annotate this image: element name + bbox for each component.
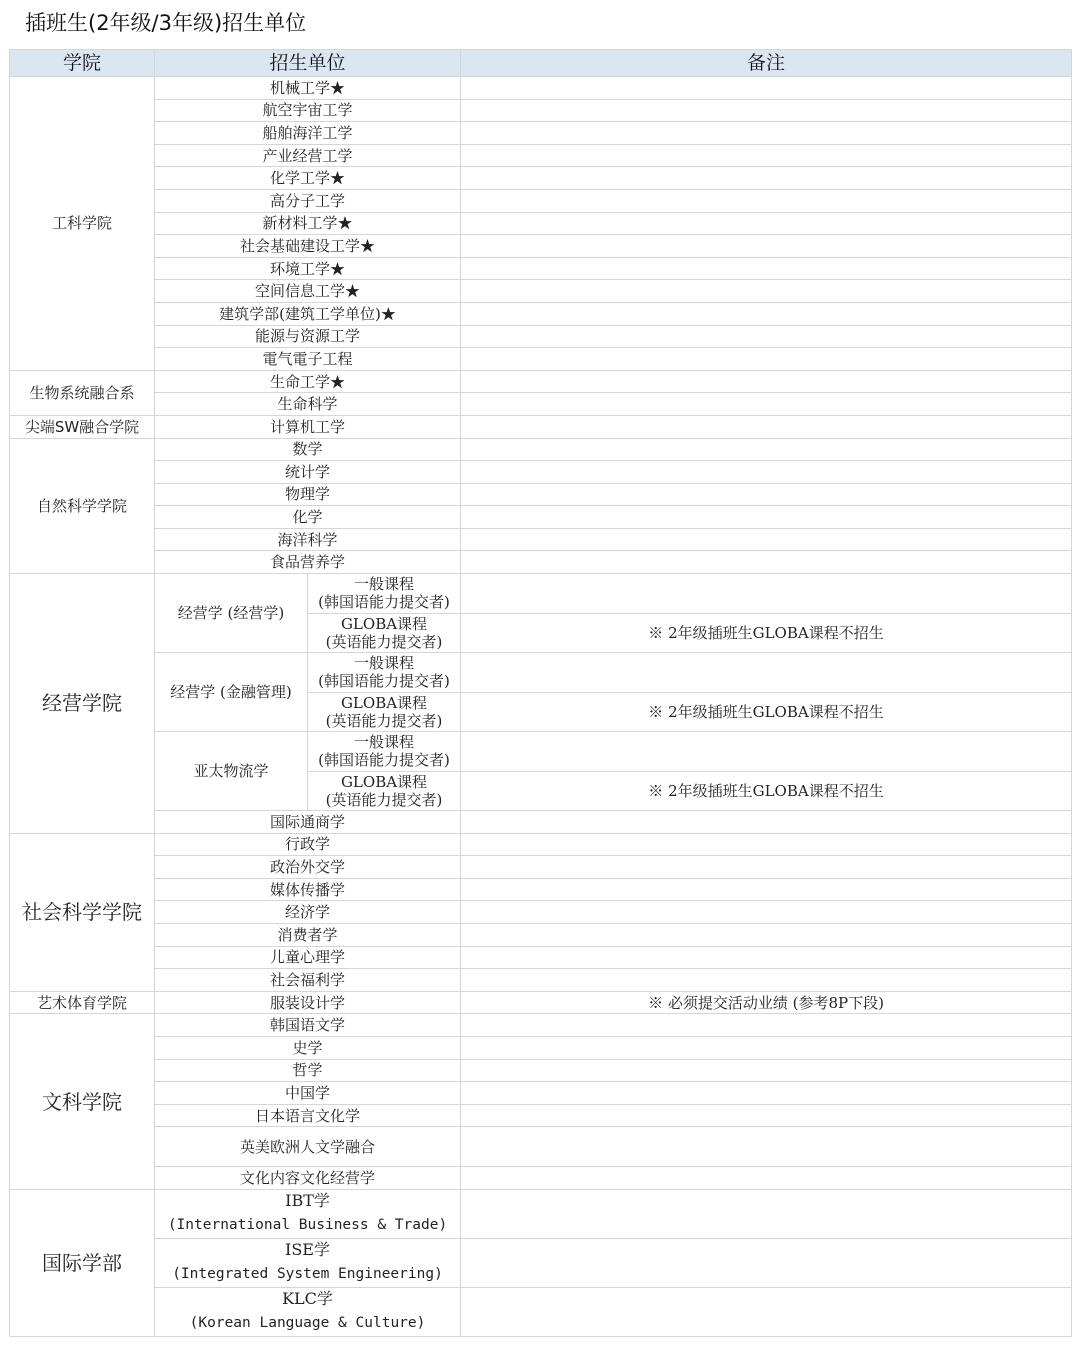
- header-unit: 招生单位: [155, 50, 461, 77]
- table-row: [10, 574, 1072, 614]
- note-cell: [461, 348, 1072, 371]
- admission-table: [9, 49, 1072, 1337]
- unit-cell: 机械工学★: [155, 77, 461, 100]
- note-cell: [461, 122, 1072, 145]
- unit-cell: 哲学: [155, 1059, 461, 1082]
- track-label: 一般课程: [354, 654, 415, 673]
- table-row: [10, 1104, 1072, 1127]
- note-cell: [461, 1167, 1072, 1190]
- table-row: [10, 1287, 1072, 1336]
- table-row: [10, 551, 1072, 574]
- note-cell: [461, 483, 1072, 506]
- header-note: 备注: [461, 50, 1072, 77]
- note-cell: [461, 878, 1072, 901]
- header-college: 学院: [10, 50, 155, 77]
- college-sw: 尖端SW融合学院: [10, 415, 155, 438]
- major-cell: 亚太物流学: [155, 732, 308, 811]
- note-cell: [461, 1189, 1072, 1238]
- unit-cell: 社会福利学: [155, 969, 461, 992]
- track-label: GLOBA课程: [340, 772, 428, 791]
- unit-cell: 新材料工学★: [155, 212, 461, 235]
- unit-cell: 食品营养学: [155, 551, 461, 574]
- unit-cell: 数学: [155, 438, 461, 461]
- unit-cell: 行政学: [155, 833, 461, 856]
- table-row: [10, 393, 1072, 416]
- college-international: 国际学部: [10, 1189, 155, 1336]
- note-cell: [461, 99, 1072, 122]
- college-science: 自然科学学院: [10, 438, 155, 574]
- unit-cell: 政治外交学: [155, 856, 461, 879]
- note-cell: [461, 653, 1072, 693]
- table-row: [10, 732, 1072, 772]
- table-row: [10, 144, 1072, 167]
- track-general: [308, 574, 461, 614]
- unit-cell: 建筑学部(建筑工学单位)★: [155, 302, 461, 325]
- track-globa: [308, 613, 461, 653]
- intl-unit-cell: [155, 1189, 461, 1238]
- unit-cell: 产业经营工学: [155, 144, 461, 167]
- table-row: [10, 167, 1072, 190]
- unit-cell: 船舶海洋工学: [155, 122, 461, 145]
- table-row: [10, 280, 1072, 303]
- table-row: [10, 415, 1072, 438]
- table-row: [10, 856, 1072, 879]
- note-cell: [461, 325, 1072, 348]
- note-cell: [461, 1104, 1072, 1127]
- page-title: 插班生(2年级/3年级)招生单位: [25, 11, 307, 35]
- table-row: [10, 506, 1072, 529]
- table-row: [10, 811, 1072, 834]
- track-sub: (韩国语能力提交者): [318, 672, 450, 691]
- note-cell: [461, 1037, 1072, 1060]
- note-cell: [461, 856, 1072, 879]
- unit-cell: 電气電子工程: [155, 348, 461, 371]
- intl-unit-english: (International Business & Trade): [167, 1216, 448, 1233]
- intl-unit-name: KLC学: [282, 1288, 333, 1308]
- note-cell: [461, 280, 1072, 303]
- unit-cell: 中国学: [155, 1082, 461, 1105]
- table-row: [10, 302, 1072, 325]
- unit-cell: 英美欧洲人文学融合: [155, 1127, 461, 1167]
- note-cell: [461, 969, 1072, 992]
- unit-cell: 物理学: [155, 483, 461, 506]
- table-row: [10, 969, 1072, 992]
- unit-cell: 海洋科学: [155, 528, 461, 551]
- unit-cell: 文化内容文化经营学: [155, 1167, 461, 1190]
- table-row: [10, 325, 1072, 348]
- note-cell: [461, 506, 1072, 529]
- track-globa: [308, 692, 461, 732]
- unit-cell: 计算机工学: [155, 415, 461, 438]
- track-sub: (韩国语能力提交者): [318, 593, 450, 612]
- table-row: [10, 235, 1072, 258]
- note-cell: [461, 302, 1072, 325]
- table-row: [10, 1082, 1072, 1105]
- note-cell: [461, 393, 1072, 416]
- track-general: [308, 732, 461, 772]
- track-sub: (英语能力提交者): [325, 711, 443, 730]
- note-cell: [461, 924, 1072, 947]
- college-business: 经营学院: [10, 574, 155, 834]
- note-cell: [461, 461, 1072, 484]
- table-row: [10, 653, 1072, 693]
- intl-unit-english: (Integrated System Engineering): [172, 1265, 443, 1282]
- table-row: [10, 878, 1072, 901]
- table-row: [10, 370, 1072, 393]
- track-sub: (英语能力提交者): [325, 632, 443, 651]
- table-row: [10, 438, 1072, 461]
- intl-unit-name: ISE学: [285, 1239, 330, 1259]
- note-cell: [461, 235, 1072, 258]
- track-label: 一般课程: [354, 733, 415, 752]
- college-engineering: 工科学院: [10, 77, 155, 371]
- unit-cell: 生命工学★: [155, 370, 461, 393]
- note-cell: [461, 257, 1072, 280]
- college-humanities: 文科学院: [10, 1014, 155, 1190]
- unit-cell: 环境工学★: [155, 257, 461, 280]
- note-cell: [461, 811, 1072, 834]
- note-cell: ※ 必须提交活动业绩 (参考8P下段): [461, 991, 1072, 1014]
- unit-cell: 空间信息工学★: [155, 280, 461, 303]
- note-cell: ※ 2年级插班生GLOBA课程不招生: [461, 692, 1072, 732]
- note-cell: [461, 1082, 1072, 1105]
- table-row: [10, 189, 1072, 212]
- note-cell: [461, 144, 1072, 167]
- unit-cell: 经济学: [155, 901, 461, 924]
- major-cell: 经营学 (金融管理): [155, 653, 308, 732]
- table-header-row: [10, 50, 1072, 77]
- intl-unit-english: (Korean Language & Culture): [189, 1314, 426, 1331]
- note-cell: [461, 212, 1072, 235]
- note-cell: [461, 946, 1072, 969]
- table-row: [10, 1189, 1072, 1238]
- table-row: [10, 99, 1072, 122]
- unit-cell: 能源与资源工学: [155, 325, 461, 348]
- note-cell: [461, 1059, 1072, 1082]
- track-sub: (韩国语能力提交者): [318, 751, 450, 770]
- table-row: [10, 1037, 1072, 1060]
- unit-cell: 服装设计学: [155, 991, 461, 1014]
- unit-cell: 日本语言文化学: [155, 1104, 461, 1127]
- major-cell: 经营学 (经营学): [155, 574, 308, 653]
- table-row: [10, 212, 1072, 235]
- table-row: [10, 1127, 1072, 1167]
- intl-unit-name: IBT学: [285, 1190, 330, 1210]
- table-row: [10, 1014, 1072, 1037]
- note-cell: [461, 415, 1072, 438]
- note-cell: [461, 551, 1072, 574]
- track-label: GLOBA课程: [340, 614, 428, 633]
- unit-cell: 消费者学: [155, 924, 461, 947]
- college-social: 社会科学学院: [10, 833, 155, 991]
- note-cell: [461, 370, 1072, 393]
- table-row: [10, 833, 1072, 856]
- note-cell: ※ 2年级插班生GLOBA课程不招生: [461, 771, 1072, 811]
- table-row: [10, 77, 1072, 100]
- unit-cell: 航空宇宙工学: [155, 99, 461, 122]
- unit-cell: 媒体传播学: [155, 878, 461, 901]
- intl-unit-cell: [155, 1238, 461, 1287]
- unit-cell: 国际通商学: [155, 811, 461, 834]
- track-label: 一般课程: [354, 575, 415, 594]
- table-row: [10, 483, 1072, 506]
- unit-cell: 韩国语文学: [155, 1014, 461, 1037]
- table-row: [10, 991, 1072, 1014]
- note-cell: [461, 167, 1072, 190]
- unit-cell: 社会基础建设工学★: [155, 235, 461, 258]
- table-row: [10, 1059, 1072, 1082]
- track-globa: [308, 771, 461, 811]
- note-cell: [461, 438, 1072, 461]
- table-row: [10, 1167, 1072, 1190]
- note-cell: [461, 1287, 1072, 1336]
- note-cell: [461, 901, 1072, 924]
- track-general: [308, 653, 461, 693]
- unit-cell: 高分子工学: [155, 189, 461, 212]
- unit-cell: 生命科学: [155, 393, 461, 416]
- college-bio: 生物系统融合系: [10, 370, 155, 415]
- unit-cell: 化学: [155, 506, 461, 529]
- unit-cell: 儿童心理学: [155, 946, 461, 969]
- track-label: GLOBA课程: [340, 693, 428, 712]
- note-cell: [461, 732, 1072, 772]
- note-cell: [461, 1238, 1072, 1287]
- note-cell: [461, 528, 1072, 551]
- table-row: [10, 901, 1072, 924]
- note-cell: [461, 833, 1072, 856]
- table-row: [10, 946, 1072, 969]
- unit-cell: 统计学: [155, 461, 461, 484]
- note-cell: [461, 189, 1072, 212]
- table-row: [10, 1238, 1072, 1287]
- track-sub: (英语能力提交者): [325, 790, 443, 809]
- intl-unit-cell: [155, 1287, 461, 1336]
- table-row: [10, 122, 1072, 145]
- table-row: [10, 348, 1072, 371]
- college-arts: 艺术体育学院: [10, 991, 155, 1014]
- table-row: [10, 924, 1072, 947]
- unit-cell: 史学: [155, 1037, 461, 1060]
- table-row: [10, 257, 1072, 280]
- note-cell: [461, 574, 1072, 614]
- note-cell: [461, 77, 1072, 100]
- note-cell: [461, 1014, 1072, 1037]
- note-cell: [461, 1127, 1072, 1167]
- table-row: [10, 461, 1072, 484]
- unit-cell: 化学工学★: [155, 167, 461, 190]
- table-row: [10, 528, 1072, 551]
- note-cell: ※ 2年级插班生GLOBA课程不招生: [461, 613, 1072, 653]
